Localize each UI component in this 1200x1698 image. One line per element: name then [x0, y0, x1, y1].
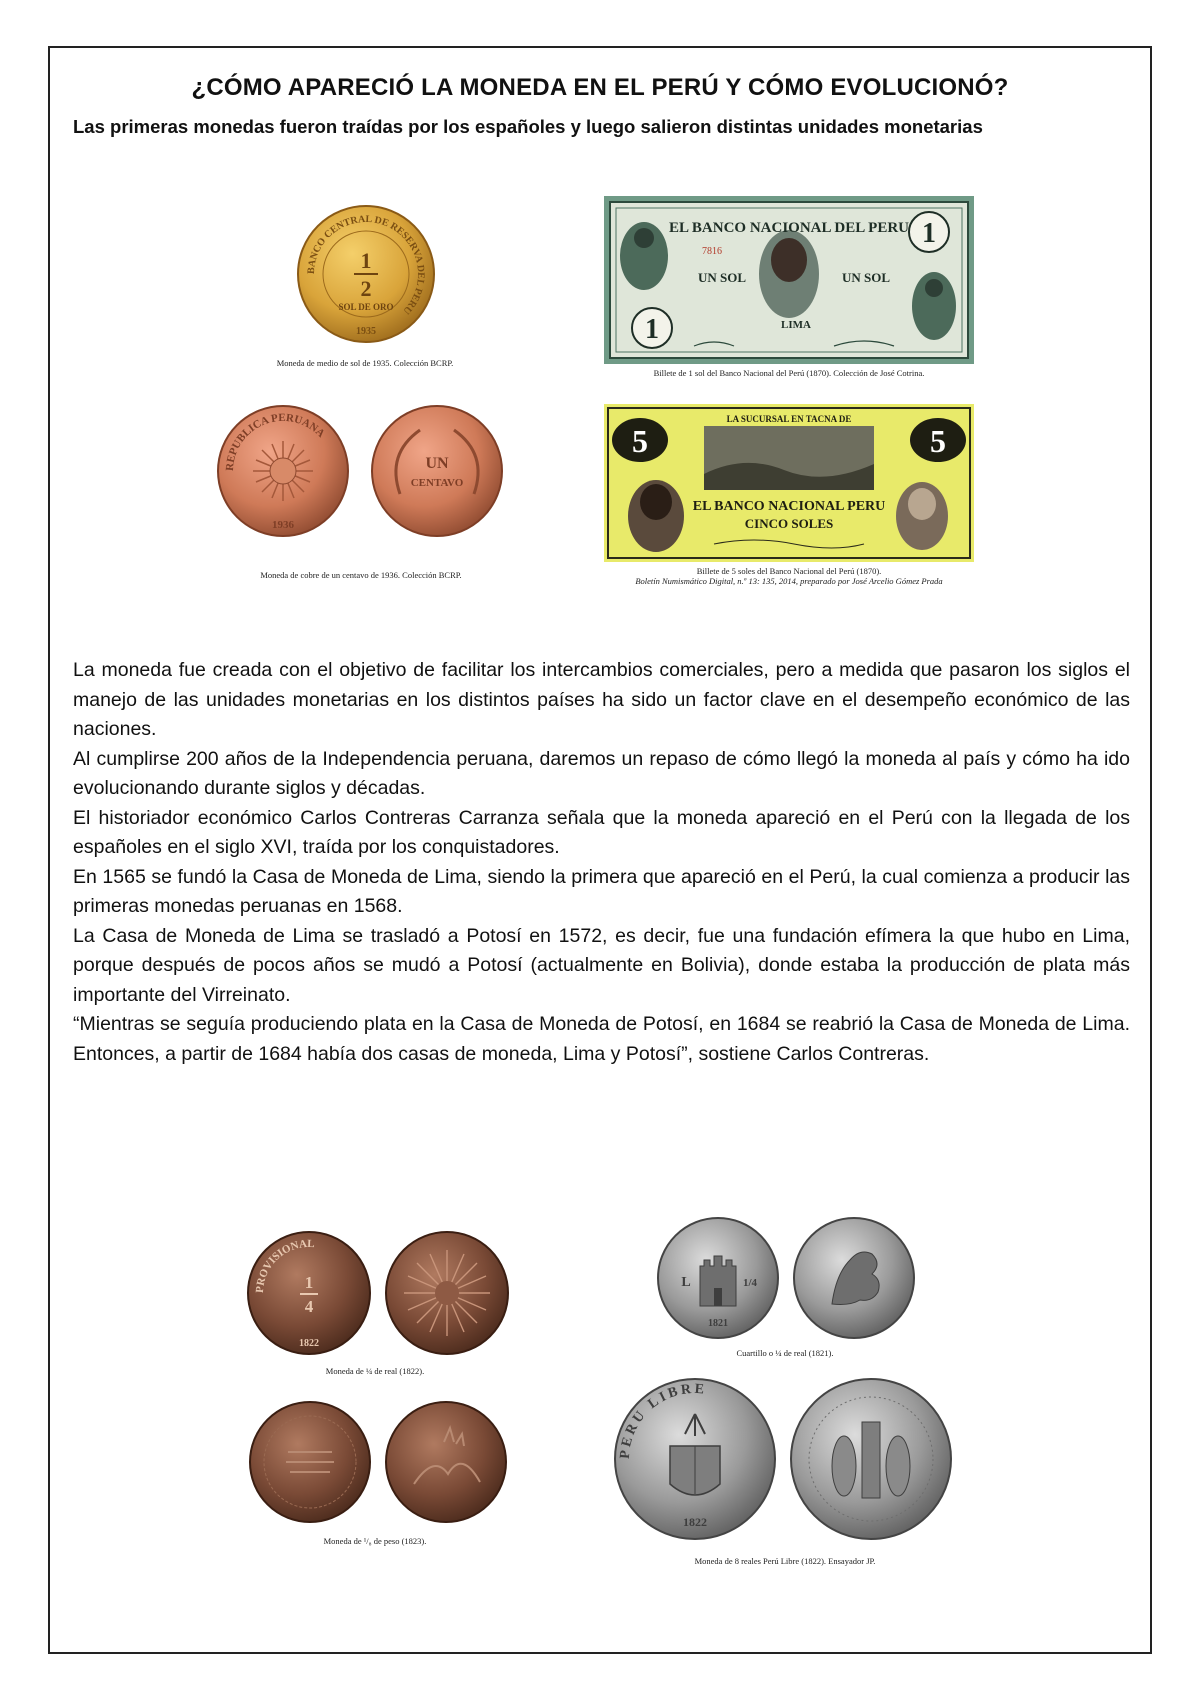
cuartillo-caption: Cuartillo o ¼ de real (1821). — [736, 1348, 834, 1358]
banknote-1-city: LIMA — [781, 319, 811, 331]
quarter-real-back-image — [384, 1230, 510, 1356]
banknote-5-caption-main: Billete de 5 soles del Banco Nacional del Perú (1870). — [696, 566, 882, 576]
banknote-1-sol-image — [604, 196, 974, 364]
peso-coin-caption: Moneda de ¹/₈ de peso (1823). — [323, 1536, 427, 1546]
article-body — [73, 656, 1130, 1069]
eight-reales-back-image — [788, 1376, 954, 1542]
cuartillo-front-image — [656, 1216, 780, 1340]
banknote-5-caption-source: Boletín Numismático Digital, n.º 13: 135, 2014, preparado por José Arcelio Gómez Prada — [635, 576, 943, 586]
copper-coin-back-image — [370, 404, 504, 538]
banknote-5-amount: CINCO SOLES — [744, 516, 834, 531]
gold-coin-top: 1 — [360, 248, 372, 273]
gold-coin-label: SOL DE ORO — [338, 302, 394, 312]
quarter-real-front-image — [246, 1230, 372, 1356]
quarter-real-top: 1 — [304, 1273, 314, 1292]
banknote-5-denomination-right: 5 — [930, 423, 946, 459]
paragraph-4: En 1565 se fundó la Casa de Moneda de Lima, siendo la primera que apareció en el Perú, la cual comienza a producir las primeras monedas peruanas en 1568. — [73, 865, 1130, 917]
banknote-1-bank: EL BANCO NACIONAL DEL PERU — [668, 220, 910, 236]
banknote-1-text-right: UN SOL — [841, 270, 891, 285]
banknote-5-top-text: LA SUCURSAL EN TACNA DE — [726, 414, 852, 424]
paragraph-1: La moneda fue creada con el objetivo de facilitar los intercambios comerciales, pero a medida que pasaron los siglos el manejo de las unidades monetarias en los distintos países ha sido un factor clave en el desempeño económico de las naciones. — [73, 659, 1130, 740]
gold-coin-year: 1935 — [356, 326, 376, 337]
cuartillo-letter: L — [681, 1275, 691, 1290]
paragraph-2: Al cumplirse 200 años de la Independencia peruana, daremos un repaso de cómo llegó la moneda al país y cómo ha ido evolucionando durante siglos y décadas. — [73, 747, 1130, 799]
gold-coin-bottom: 2 — [360, 276, 372, 301]
gold-coin-image — [296, 204, 436, 344]
banknote-1-denomination-left: 1 — [645, 314, 659, 345]
page-subtitle: Las primeras monedas fueron traídas por los españoles y luego salieron distintas unidades monetarias — [73, 116, 983, 137]
eight-reales-ring-text: PERU LIBRE — [617, 1381, 708, 1460]
paragraph-3: El historiador económico Carlos Contreras Carranza señala que la moneda apareció en el Perú con la llegada de los españoles en el siglo XVI, traída por los conquistadores. — [73, 806, 1130, 858]
paragraph-6: “Mientras se seguía produciendo plata en la Casa de Moneda de Potosí, en 1684 se reabrió la Casa de Moneda de Lima. Entonces, a partir de 1684 había dos casas de moneda, Lima y Potosí”, sostiene Carlos Contreras. — [73, 1013, 1130, 1065]
eight-reales-front-image — [612, 1376, 778, 1542]
eight-reales-year: 1822 — [683, 1515, 707, 1529]
gold-coin-ring-text: BANCO CENTRAL DE RESERVA DEL PERU — [305, 213, 427, 317]
cuartillo-back-image — [792, 1216, 916, 1340]
peso-coin-front-image — [248, 1400, 372, 1524]
copper-coin-caption: Moneda de cobre de un centavo de 1936. Colección BCRP. — [260, 570, 462, 580]
quarter-real-ring-text: PROVISIONAL — [253, 1237, 315, 1294]
banknote-1-denomination-right: 1 — [922, 218, 936, 249]
banknote-1-text-left: UN SOL — [697, 270, 747, 285]
peso-coin-back-image — [384, 1400, 508, 1524]
copper-coin-back-bottom: CENTAVO — [410, 477, 464, 489]
quarter-real-year: 1822 — [299, 1338, 319, 1349]
quarter-real-bottom: 4 — [304, 1297, 314, 1316]
cuartillo-year: 1821 — [708, 1318, 728, 1329]
banknote-5-denomination-left: 5 — [632, 423, 648, 459]
copper-coin-back-top: UN — [425, 455, 449, 472]
copper-coin-front-image — [216, 404, 350, 538]
copper-coin-year: 1936 — [272, 519, 294, 531]
cuartillo-fraction: 1/4 — [742, 1277, 758, 1289]
banknote-5-bank: EL BANCO NACIONAL PERU — [692, 499, 886, 514]
copper-coin-front-text: REPUBLICA PERUANA — [223, 411, 327, 472]
banknote-5-caption — [560, 566, 1018, 586]
eight-reales-caption: Moneda de 8 reales Perú Libre (1822). Ensayador JP. — [694, 1556, 876, 1566]
banknote-1-serial: 7816 — [702, 246, 722, 257]
quarter-real-caption: Moneda de ¼ de real (1822). — [325, 1366, 425, 1376]
gold-coin-caption: Moneda de medio de sol de 1935. Colección BCRP. — [276, 358, 454, 368]
banknote-5-soles-image — [604, 404, 974, 562]
banknote-1-caption: Billete de 1 sol del Banco Nacional del Perú (1870). Colección de José Cotrina. — [653, 368, 925, 378]
paragraph-5: La Casa de Moneda de Lima se trasladó a Potosí en 1572, es decir, fue una fundación efímera la que hubo en Lima, porque después de pocos años se mudó a Potosí (actualmente en Bolivia), donde estaba la producción de plata más importante del Virreinato. — [73, 924, 1130, 1006]
page-title: ¿CÓMO APARECIÓ LA MONEDA EN EL PERÚ Y CÓMO EVOLUCIONÓ? — [191, 74, 1009, 101]
